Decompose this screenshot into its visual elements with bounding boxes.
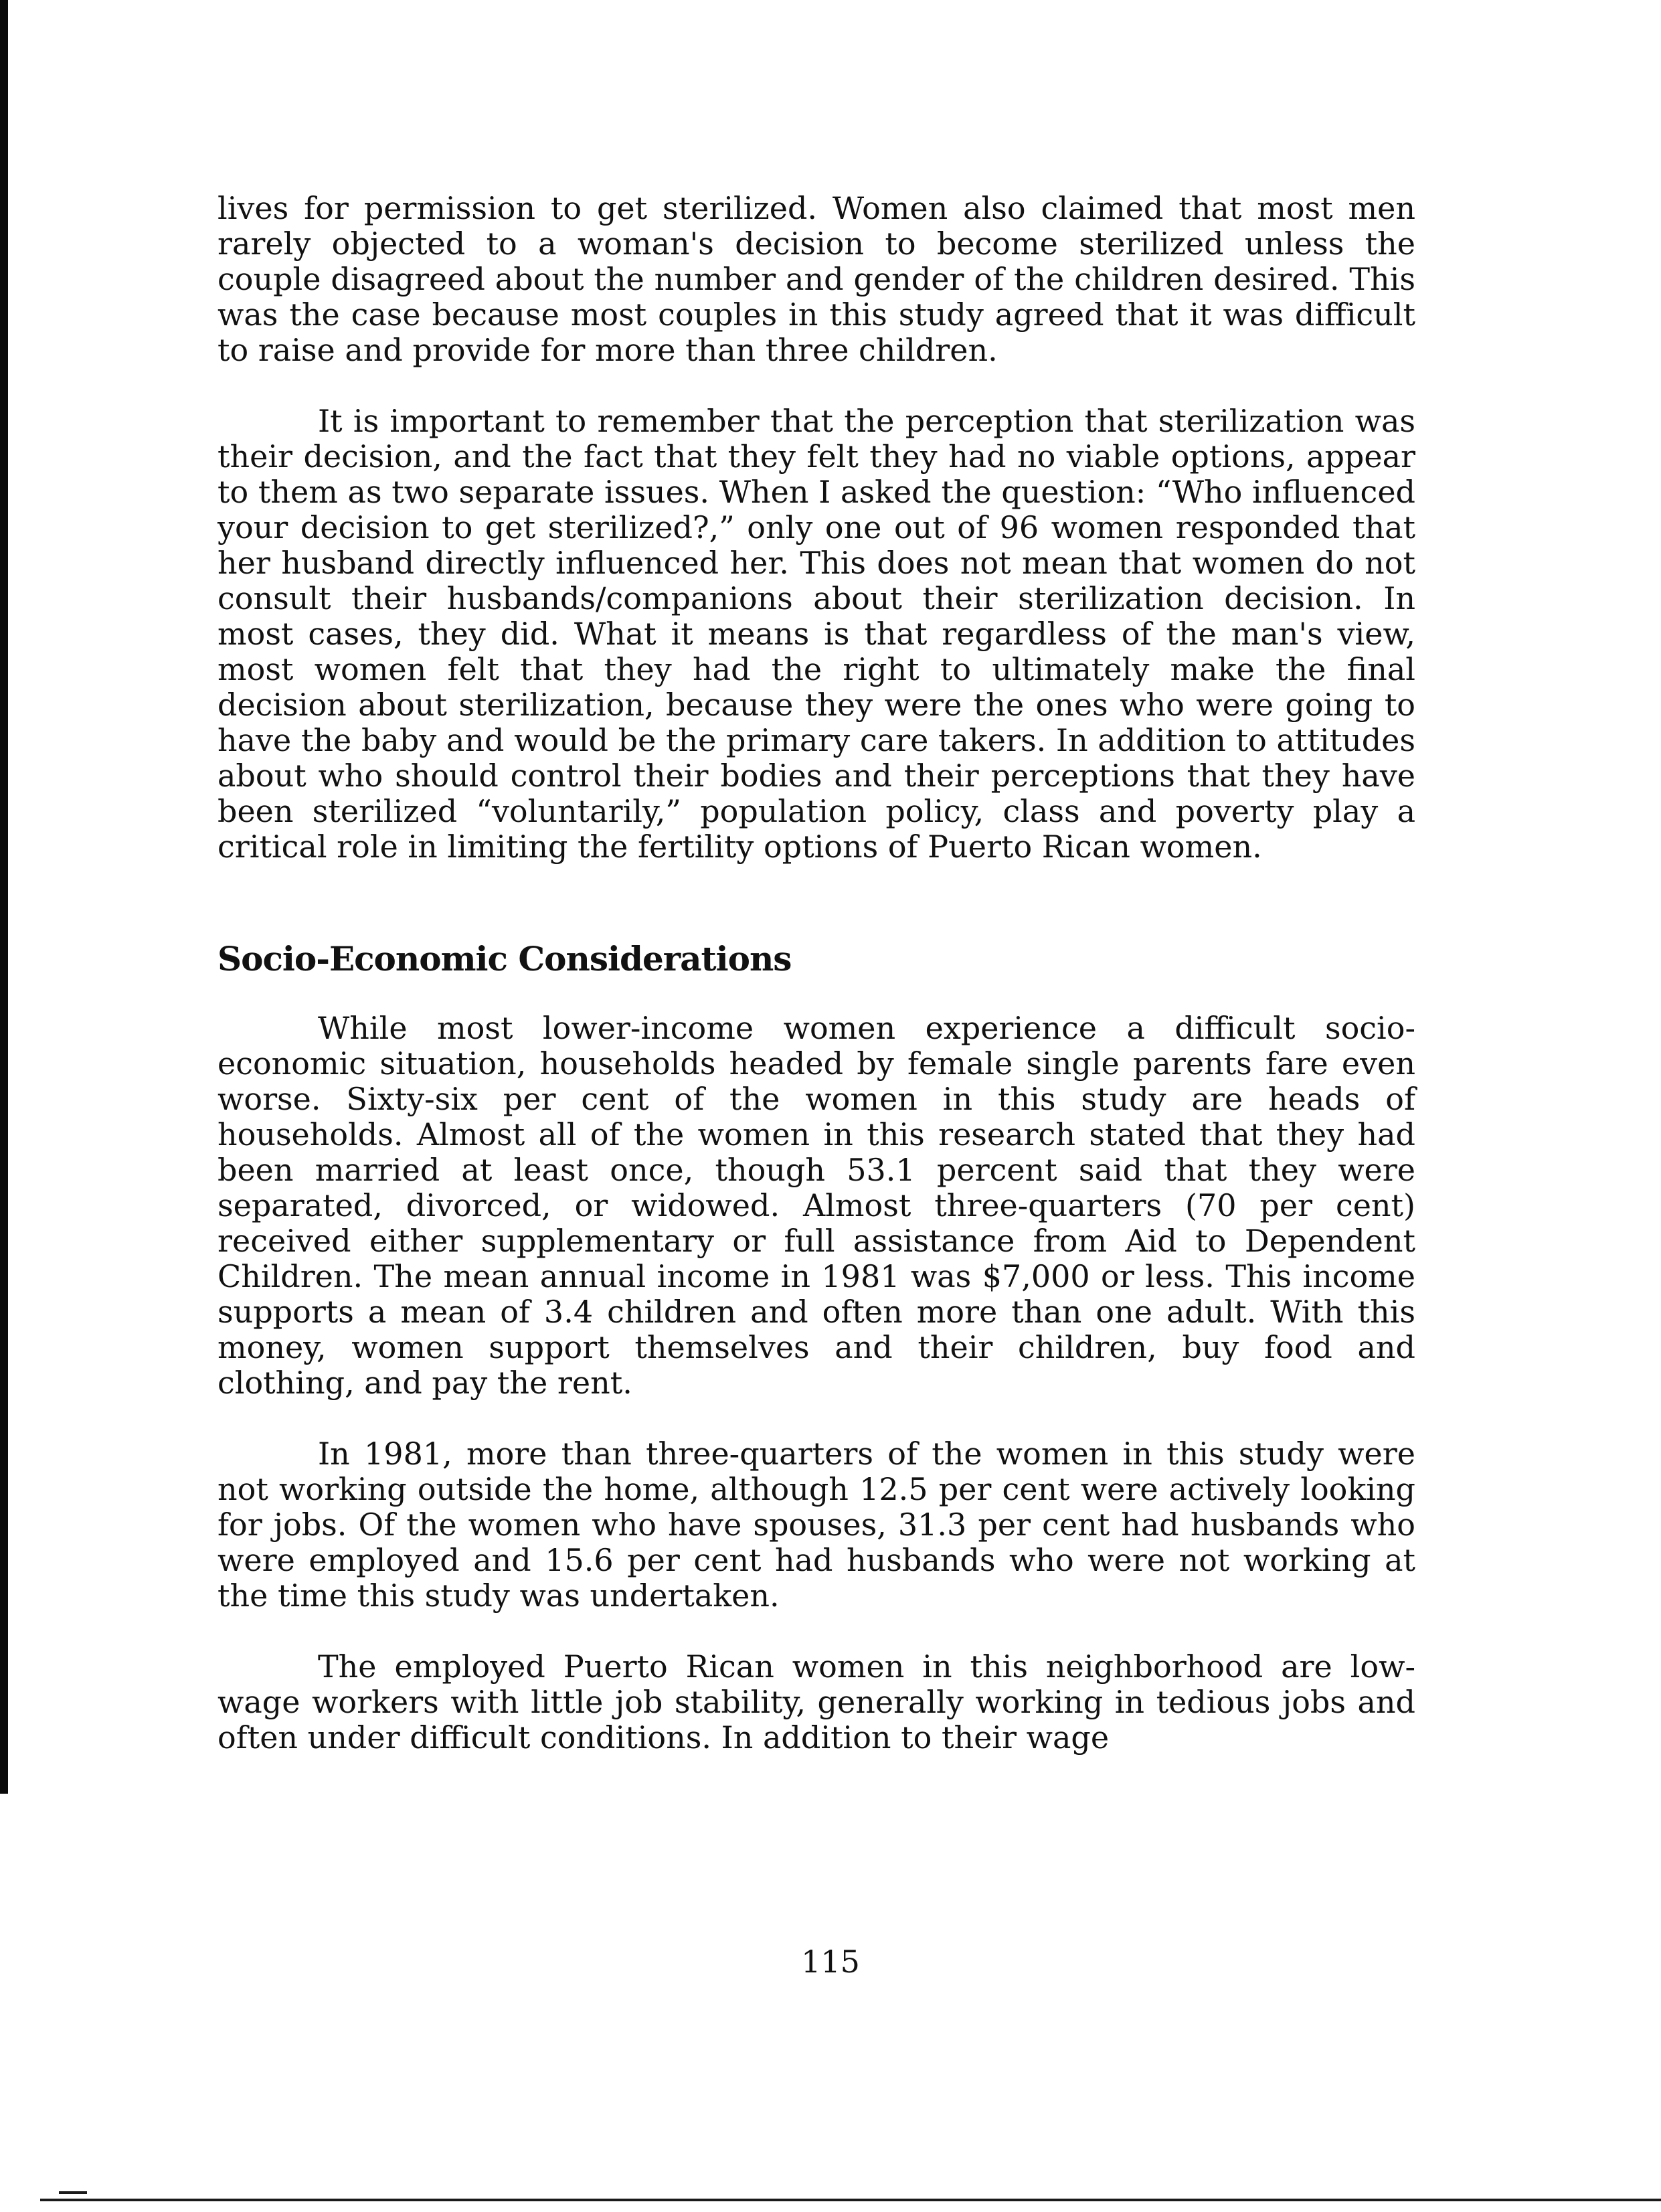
paragraph-3: While most lower-income women experience a difficult socio-economic situation, households headed by female single parents fare even worse. Sixty-six per cent of the women in this study are heads of households. Almost all of the women in this research stated that they had been married at least once, though 53.1 percent said that they were separated, divorced, or widowed. Almost three-quarters (70 per cent) received either supplementary or full assistance from Aid to Dependent Children. The mean annual income in 1981 was $7,000 or less. This income supports a mean of 3.4 children and often more than one adult. With this money, women support themselves and their children, buy food and clothing, and pay the rent. (217, 1010, 1415, 1401)
scan-left-edge (0, 0, 8, 1794)
section-heading: Socio-Economic Considerations (217, 939, 792, 979)
paragraph-5: The employed Puerto Rican women in this neighborhood are low-wage workers with little job stability, generally working in tedious jobs and often under difficult conditions. In addition to their wage (217, 1648, 1415, 1756)
scan-bottom-mark (59, 2191, 87, 2194)
page-number: 115 (801, 1944, 860, 1980)
document-page (217, 191, 1415, 1756)
paragraph-4: In 1981, more than three-quarters of the women in this study were not working outside the home, although 12.5 per cent were actively looking for jobs. Of the women who have spouses, 31.3 per cent had husbands who were employed and 15.6 per cent had husbands who were not working at the time this study was undertaken. (217, 1436, 1415, 1614)
paragraph-1: lives for permission to get sterilized. Women also claimed that most men rarely objected to a woman's decision to become sterilized unless the couple disagreed about the number and gender of the children desired. This was the case because most couples in this study agreed that it was difficult to raise and provide for more than three children. (217, 190, 1415, 368)
scan-bottom-rule (40, 2199, 1661, 2201)
paragraph-2: It is important to remember that the perception that sterilization was their decision, and the fact that they felt they had no viable options, appear to them as two separate issues. When I asked the question: “Who influenced your decision to get sterilized?,” only one out of 96 women responded that her husband directly influenced her. This does not mean that women do not consult their husbands/companions about their sterilization decision. In most cases, they did. What it means is that regardless of the man's view, most women felt that they had the right to ultimately make the final decision about sterilization, because they were the ones who were going to have the baby and would be the primary care takers. In addition to attitudes about who should control their bodies and their perceptions that they have been sterilized “voluntarily,” population policy, class and poverty play a critical role in limiting the fertility options of Puerto Rican women. (217, 403, 1415, 865)
